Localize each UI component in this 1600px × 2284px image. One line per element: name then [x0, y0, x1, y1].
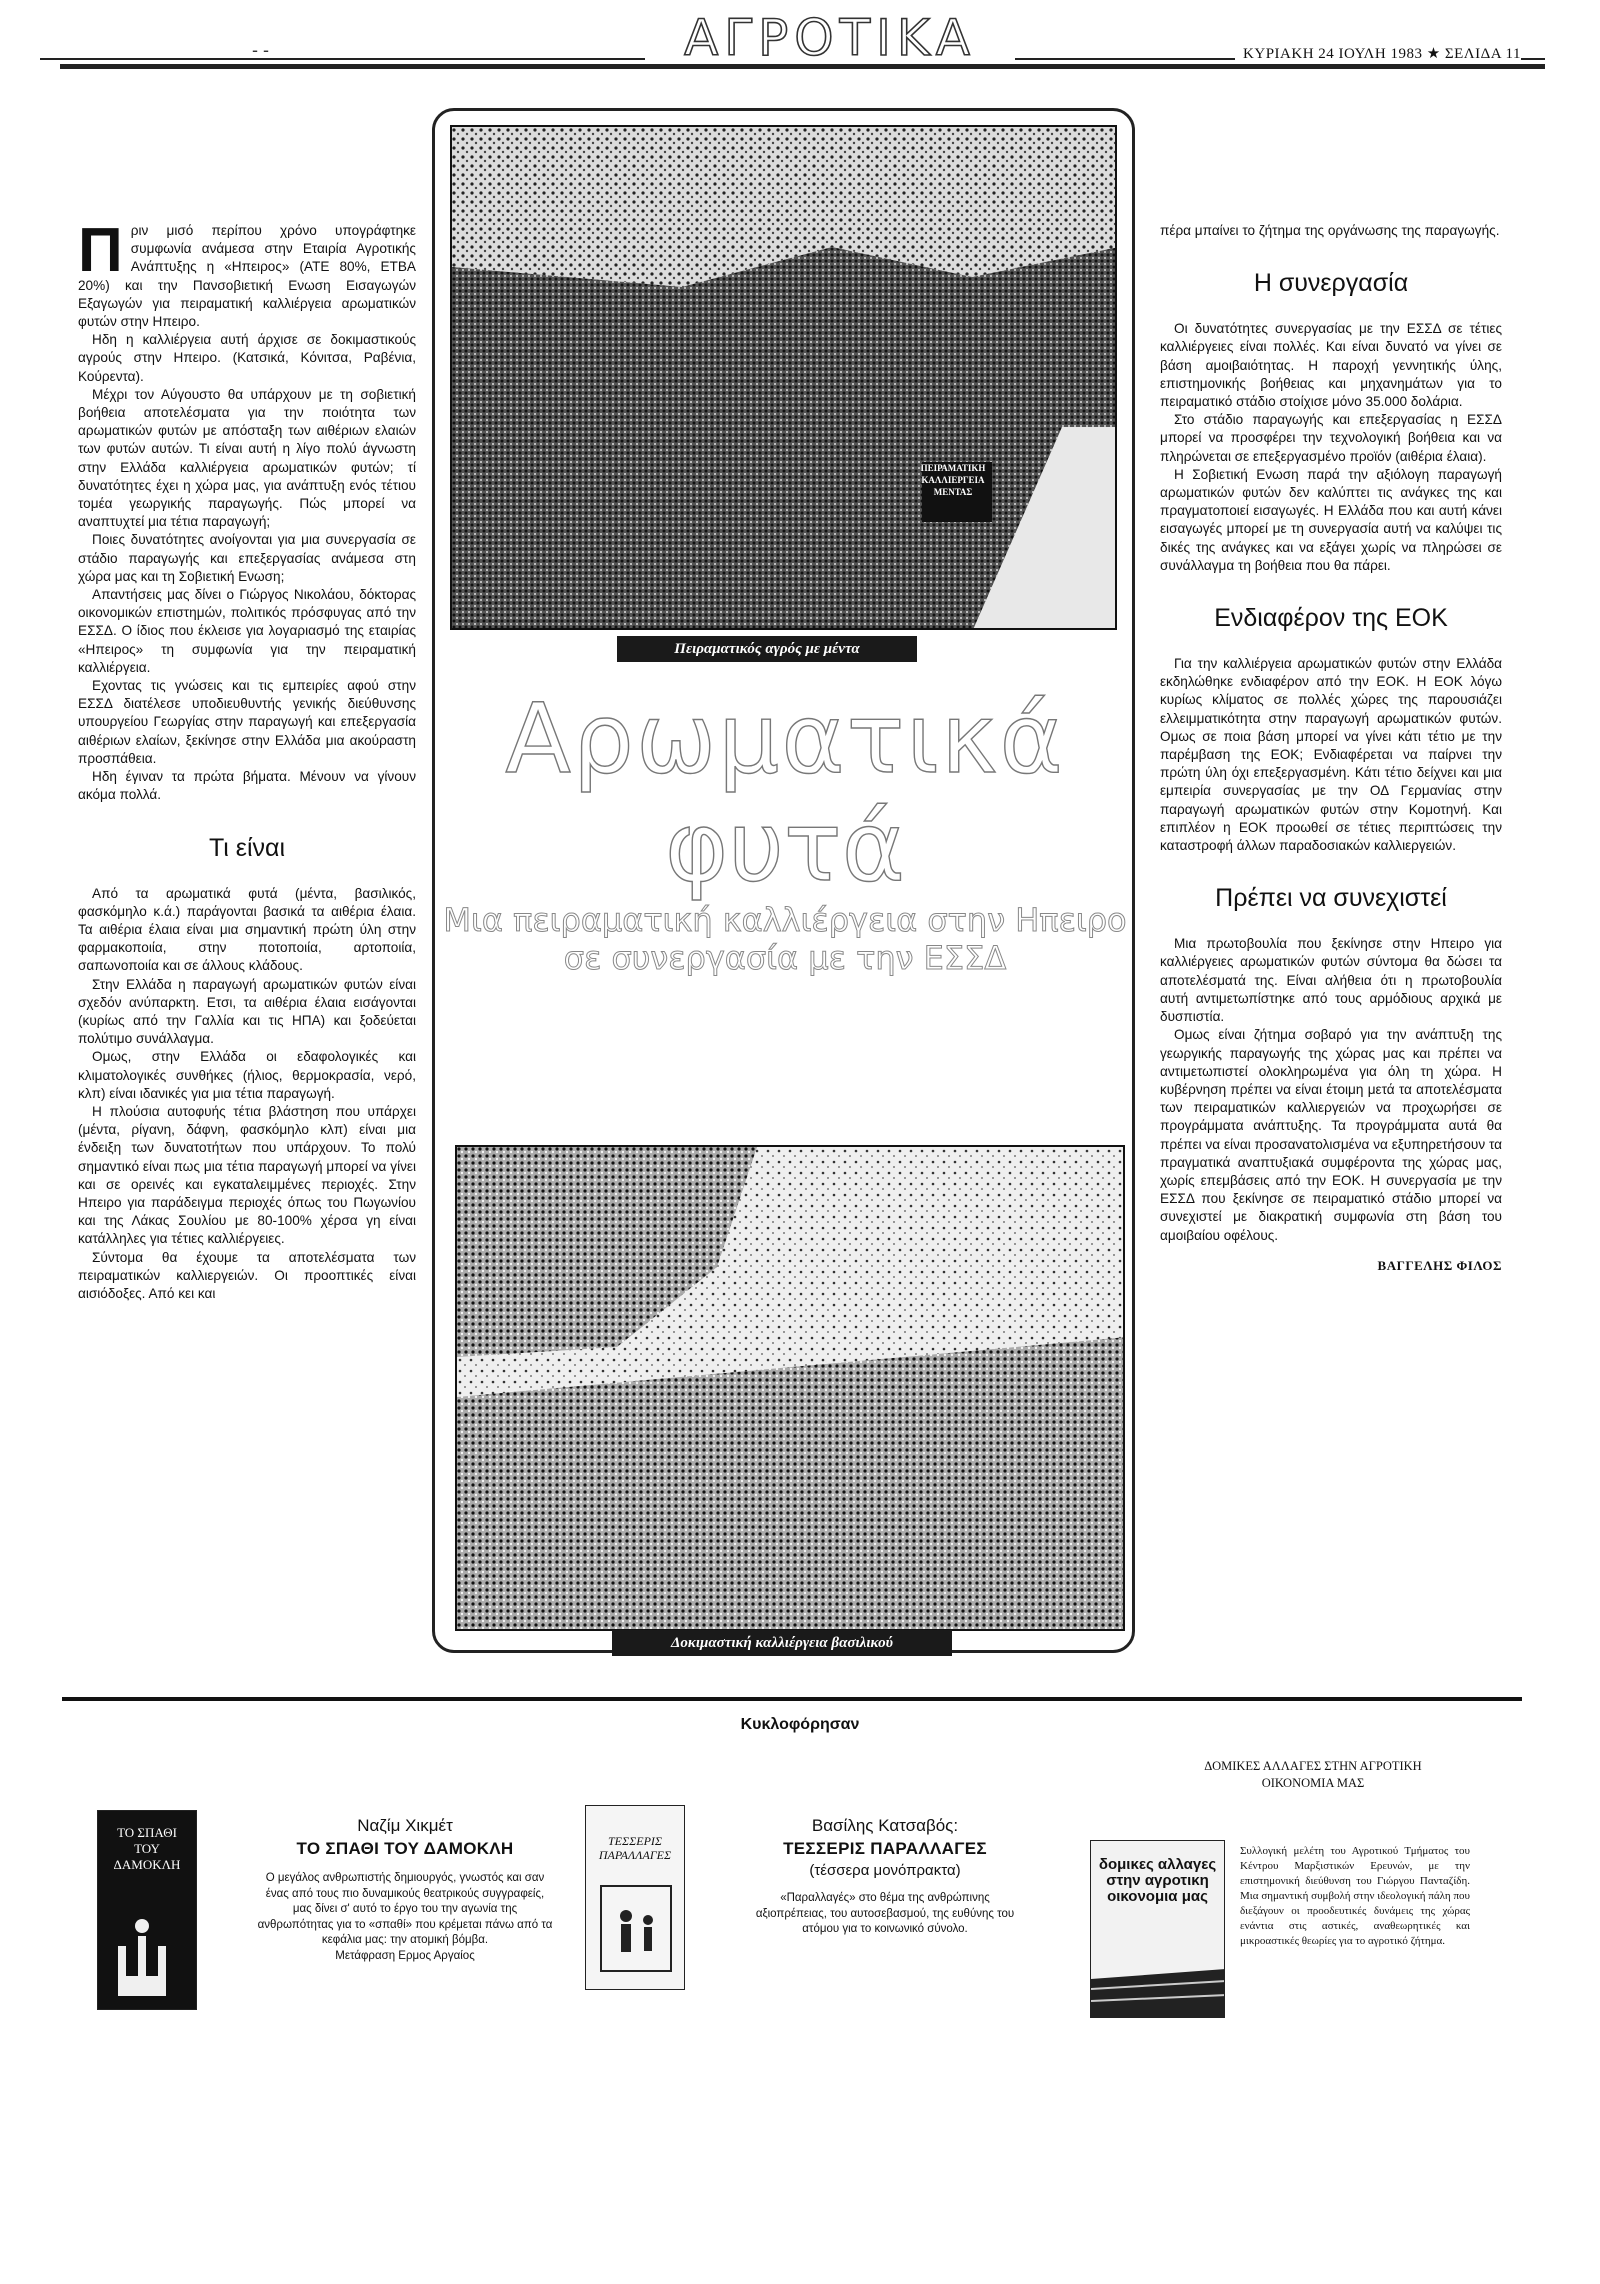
body-paragraph: Ηδη έγιναν τα πρώτα βήματα. Μένουν να γίνουν ακόμα πολλά. — [78, 769, 416, 803]
continuation-paragraph: πέρα μπαίνει το ζήτημα της οργάνωσης της παραγωγής. — [1160, 223, 1500, 238]
body-paragraph: Ομως είναι ζήτημα σοβαρό για την ανάπτυξη της γεωργικής παραγωγής της χώρας μας και πρέπει να αντιμετωπιστεί ολοκληρωμένα για όλη τη χώρα. Η κυβέρνηση πρέπει να είναι έτοιμη μετά τα αποτελέσματα των πειραματικών καλλιεργειών να προχωρήσει σε προγράμματα ανάπτυξης. Τα προγράμματα αυτά θα πρέπει να είναι προσανατολισμένα να εξυπηρετήσουν τα πραγματικά αναπτυξιακά συμφέροντα της χώρας μας, χωρίς επεμβάσεις από την ΕΟΚ. Η συνεργασία με την ΕΣΣΔ που ξεκίνησε σε πειραματικό στάδιο μπορεί να συνεχιστεί με διακρατική συμφωνία στη βάση του αμοιβαίου οφέλους. — [1160, 1027, 1502, 1243]
raised-hands-icon — [98, 1906, 197, 2006]
book1-meta — [255, 1815, 555, 1964]
section-divider — [62, 1697, 1522, 1701]
body-paragraph: Οι δυνατότητες συνεργασίας με την ΕΣΣΔ σε τέτιες καλλιέργειες είναι πολλές. Και είναι δυνατό να γίνει σε βάση αμοιβαιότητας. Η παροχή γεννητικής ύλης, επιστημονικής βοήθειας και μηχανημάτων για το πειραματικό στάδιο στοίχισε μόνο 35.000 δολάρια. — [1160, 321, 1502, 410]
book1-cover-title: ΤΟ ΣΠΑΘΙ ΤΟΥ ΔΑΜΟΚΛΗ — [113, 1825, 181, 1872]
headline-block — [440, 685, 1130, 977]
books-section-title: Κυκλοφόρησαν — [740, 1716, 860, 1733]
book2-subtitle: (τέσσερα μονόπρακτα) — [809, 1862, 961, 1879]
body-paragraph: Μέχρι τον Αύγουστο θα υπάρχουν με τη σοβιετική βοήθεια αποτελέσματα για την ποιότητα των αρωματικών φυτών με απόσταξη των αιθέριων ελαιών των φυτών αυτών. Τι είναι αυτή η λίγο πολύ άγνωστη στην Ελλάδα καλλιέργεια αρωματικών φυτών; τί δυνατότητες έχει η χώρα μας, για ανάπτυξη ενός τέτιου τομέα γεωργικής παραγωγής. Πώς μπορεί να αναπτυχτεί μια τέτια παραγωγή; — [78, 386, 416, 530]
right-column — [1160, 222, 1502, 1275]
body-paragraph: Στην Ελλάδα η παραγωγή αρωματικών φυτών είναι σχεδόν ανύπαρκτη. Ετσι, τα αιθέρια έλαια εισάγονται (κυρίως από την Γαλλία και τις ΗΠΑ) και ξοδεύεται πολύτιμο συνάλλαγμα. — [78, 976, 416, 1047]
book3-cover — [1090, 1840, 1225, 2018]
body-paragraph: Εχοντας τις γνώσεις και τις εμπειρίες αφού στην ΕΣΣΔ διατέλεσε υποδιευθυντής γενικής διεύθυνσης υπουργείου Γεωργίας στην παραγωγή και επεξεργασία αιθέριων ελαίων, ξεκίνησε στην Ελλάδα μια ακούραστη προσπάθεια. — [78, 678, 416, 766]
photo-mint-field — [450, 125, 1117, 630]
body-paragraph: Η πλούσια αυτοφυής τέτια βλάστηση που υπάρχει (μέντα, ρίγανη, δάφνη, φασκόμηλο κλπ) είναι μια ένδειξη των δυνατοτήτων που υπάρχουν. Το πολύ σημαντικό είναι πως μια τέτια παραγωγή μπορεί να γίνει και σε ορεινές και εγκαταλειμμένες περιοχές. Στην Ηπειρο για παράδειγμα περιοχές όπως του Πωγωνίου και της Λάκας Σουλίου με 80-100% χέρσα γη είναι κατάλληλες για τέτιες καλλιέργειες. — [78, 1103, 416, 1247]
book3-blurb: Συλλογική μελέτη του Αγροτικού Τμήματος του Κέντρου Μαρξιστικών Ερευνών, με την επιστημονική διεύθυνση του Γιώργου Πανταζίδη. Μια σημαντική συμβολή στην ιδεολογική πάλη που διεξάγουν οι προοδευτικές δυνάμεις της χώρας ενάντια στις αστικές, αναθεωρητικές και μικροαστικές θεωρίες για το αγροτικό ζήτημα. — [1240, 1845, 1470, 1947]
headline-line1: Αρωματικά — [505, 683, 1065, 795]
photo1-caption: Πειραματικός αγρός με μέντα — [617, 636, 917, 662]
photo-basil-field — [455, 1145, 1125, 1631]
body-paragraph: Ποιες δυνατότητες ανοίγονται για μια συνεργασία σε στάδιο παραγωγής και επεξεργασίας ανάμεσα στη χώρα μας και τη Σοβιετική Ενωση; — [78, 532, 416, 584]
author-signature: ΒΑΓΓΕΛΗΣ ΦΙΛΟΣ — [1377, 1257, 1502, 1273]
book2-cover-title: ΤΕΣΣΕΡΙΣ ΠΑΡΑΛΛΑΓΕΣ — [598, 1834, 672, 1862]
section-name: ΑΓΡΟΤΙΚΑ — [645, 12, 1015, 64]
masthead — [40, 9, 1545, 78]
headline-line2: φυτά — [665, 791, 905, 903]
dateline: ΚΥΡΙΑΚΗ 24 ΙΟΥΛΗ 1983 ★ ΣΕΛΙΔΑ 11 — [1235, 44, 1521, 63]
book1-blurb: Ο μεγάλος ανθρωπιστής δημιουργός, γνωστός και σαν ένας από τους πιο δυναμικούς θεατρικούς συγγραφείς, μας δίνει σ' αυτό το έργο του την αγωνία της ανθρωπότητας για το «σπαθί» που κρέμεται πάνω από τα κεφάλια μας: την ατομική βόμβα. — [257, 1872, 553, 1946]
body-paragraph: Ομως, στην Ελλάδα οι εδαφολογικές και κλιματολογικές συνθήκες (ήλιος, θερμοκρασία, νερό, κλπ) είναι ιδανικές για μια τέτια παραγωγή. — [78, 1049, 416, 1101]
book3-cover-title: δομικες αλλαγες στην αγροτικη οικονομια μας — [1098, 1856, 1217, 1905]
intro-paragraph: Πριν μισό περίπου χρόνο υπογράφτηκε συμφωνία ανάμεσα στην Εταιρία Αγροτικής Ανάπτυξης η «Ηπειρος» (ΑΤΕ 80%, ΕΤΒΑ 20%) και την Πανσοβιετική Ενωση Εισαγωγών Εξαγωγών για πειραματική καλλιέργεια αρωματικών φυτών στην Ηπειρο. — [78, 216, 416, 330]
book2-cover — [585, 1805, 685, 1990]
left-column — [78, 216, 416, 1303]
field-landscape-icon — [1091, 1959, 1225, 2018]
stage-figures-icon — [586, 1876, 685, 1986]
book2-title: ΤΕΣΣΕΡΙΣ ΠΑΡΑΛΛΑΓΕΣ — [783, 1839, 987, 1858]
body-paragraph: Από τα αρωματικά φυτά (μέντα, βασιλικός, φασκόμηλο κ.ά.) παράγονται βασικά τα αιθέρια έλαια. Τα αιθέρια έλαια είναι μια σημαντική πρώτη ύλη στην φαρμακοποιία, στην ποτοποιία, αρτοποιία, σαπωνοποιία και σε άλλους κλάδους. — [78, 885, 416, 974]
subhead-eok: Ενδιαφέρον της ΕΟΚ — [1214, 604, 1448, 633]
subhead-ti-einai: Τι είναι — [208, 833, 286, 862]
drop-cap: Π — [78, 216, 123, 285]
photo2-caption: Δοκιμαστική καλλιέργεια βασιλικού — [612, 1630, 952, 1656]
mint-field-image — [452, 127, 1117, 630]
body-paragraph: Ηδη η καλλιέργεια αυτή άρχισε σε δοκιμαστικούς αγρούς στην Ηπειρο. (Κατσικά, Κόνιτσα, Ραβένια, Κούρεντα). — [78, 332, 416, 384]
masthead-dash: - - — [252, 40, 269, 60]
body-paragraph: Σύντομα θα έχουμε τα αποτελέσματα των πειραματικών καλλιεργειών. Οι προοπτικές είναι αισιόδοξες. Από κει και — [78, 1249, 416, 1301]
subhead-synergasia: Η συνεργασία — [1253, 269, 1409, 298]
body-paragraph: Στο στάδιο παραγωγής και επεξεργασίας η ΕΣΣΔ μπορεί να προσφέρει την τεχνολογική βοήθεια και να πληρώνεται σε επεξεργασμένο προϊόν (αιθέρια έλαια). — [1160, 412, 1502, 464]
book1-cover — [97, 1810, 197, 2010]
body-paragraph: Για την καλλιέργεια αρωματικών φυτών στην Ελλάδα εκδηλώθηκε ενδιαφέρον από την ΕΟΚ. Η ΕΟΚ λόγω κυρίως κλίματος σε πολλές χώρες της παρουσιάζει ελλειμματικότητα στην παραγωγή αρωματικών φυτών. Ομως σε ποια βάση μπορεί να γίνει κάτι τέτιο με την παρέμβαση της ΕΟΚ; Ενδιαφέρεται να παίρνει την πρώτη ύλη όχι επεξεργασμένη. Κάτι τέτιο δείχνει και μια εμπειρία συνεργασίας με την ΟΔ Γερμανίας στην παραγωγή αρωματικών φυτών στην Κομοτηνή. Και επιπλέον η ΕΟΚ προωθεί σε τέτιες περιπτώσεις την καταστροφή άλλων παραδοσιακών καλλιεργειών. — [1160, 656, 1502, 854]
book2-blurb: «Παραλλαγές» στο θέμα της ανθρώπινης αξιοπρέπειας, του αυτοσεβασμού, της ευθύνης του ατόμου για το κοινωνικό σύνολο. — [755, 1892, 1015, 1935]
book2-meta — [750, 1815, 1020, 1938]
subhead-prepei: Πρέπει να συνεχιστεί — [1215, 884, 1447, 913]
body-paragraph: Η Σοβιετική Ενωση παρά την αξιόλογη παραγωγή αρωματικών φυτών δεν καλύπτει τις ανάγκες της και πραγματοποιεί εισαγωγές. Η Ελλάδα που και αυτή κάνει εισαγωγές μπορεί με τη συνεργασία αυτή να καλύψει τις δικές της ανάγκες και να εξάγει χωρίς να πληρώσει σε συνάλλαγμα τη βοήθεια που θα πάρει. — [1160, 466, 1502, 573]
body-paragraph: Απαντήσεις μας δίνει ο Γιώργος Νικολάου, δόκτορας οικονομικών επιστημών, πολιτικός πρόσφυγας από την ΕΣΣΔ. Ο ίδιος που έκλεισε για λογαριασμό της εταιρίας «Ηπειρος» τη συμφωνία για την πειραματική καλλιέργεια. — [78, 587, 416, 675]
book1-author: Ναζίμ Χικμέτ — [357, 1816, 453, 1835]
photo1-sign: ΠΕΙΡΑΜΑΤΙΚΗ ΚΑΛΛΙΕΡΓΕΙΑ ΜΕΝΤΑΣ — [920, 463, 986, 497]
book1-title: ΤΟ ΣΠΑΘΙ ΤΟΥ ΔΑΜΟΚΛΗ — [296, 1839, 514, 1858]
book3-header: ΔΟΜΙΚΕΣ ΑΛΛΑΓΕΣ ΣΤΗΝ ΑΓΡΟΤΙΚΗ ΟΙΚΟΝΟΜΙΑ ΜΑΣ — [1204, 1759, 1422, 1790]
body-paragraph: Μια πρωτοβουλία που ξεκίνησε στην Ηπειρο για καλλιέργειες αρωματικών φυτών σύντομα θα δώσει τα αποτελέσματά της. Είναι αλήθεια ότι η πρωτοβουλία αυτή αντιμετωπίστηκε από τους αρμόδιους αρχικά με δυσπιστία. — [1160, 936, 1502, 1025]
subheadline: Μια πειραματική καλλιέργεια στην Ηπειρο σε συνεργασία με την ΕΣΣΔ — [443, 901, 1127, 977]
book2-author: Βασίλης Κατσαβός: — [811, 1816, 959, 1835]
book1-translator: Μετάφραση Ερμος Αργαίος — [335, 1949, 475, 1962]
basil-field-image — [457, 1147, 1125, 1631]
